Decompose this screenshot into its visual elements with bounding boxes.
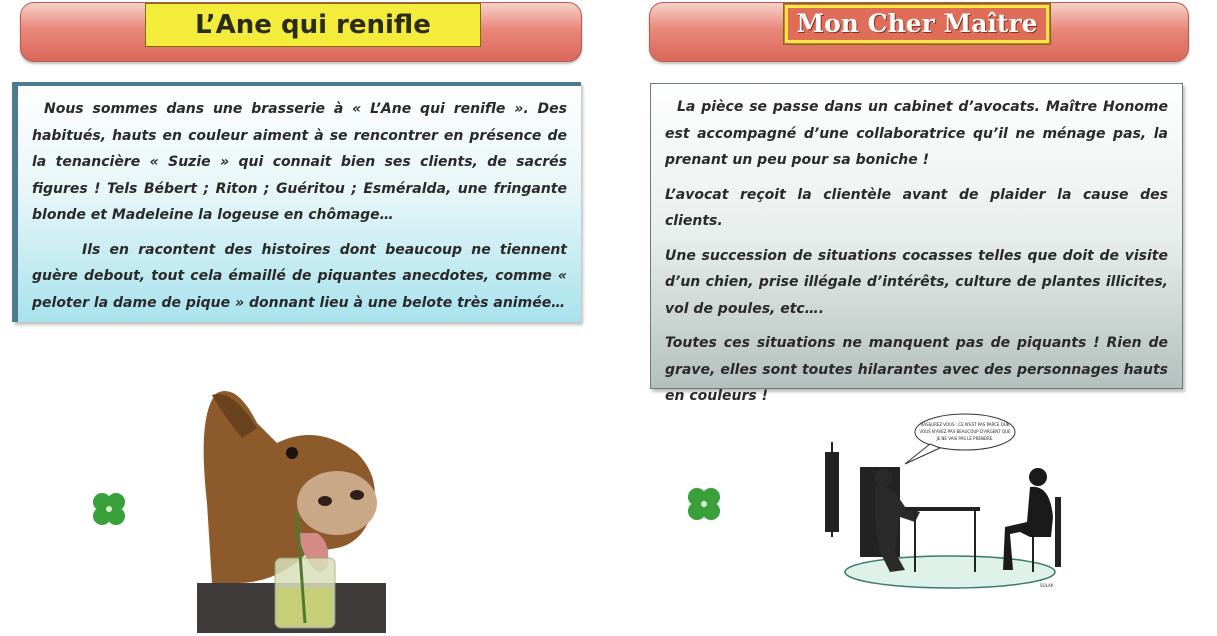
four-leaf-clover-icon bbox=[89, 489, 129, 529]
right-paragraph-3: Une succession de situations cocasses telles que doit de visite d’un chien, prise illégale d’intérêts, culture de plantes illicites, vol de poules, etc…. bbox=[665, 247, 1168, 317]
left-paragraph-2: Ils en racontent des histoires dont beaucoup ne tiennent guère debout, tout cela émaillé de piquantes anecdotes, comme « peloter la dame de pique » donnant lieu à une belote très animée… bbox=[32, 241, 567, 311]
svg-text:SOLAK: SOLAK bbox=[1040, 583, 1054, 588]
right-paragraph-4: Toutes ces situations ne manquent pas de piquants ! Rien de grave, elles sont toutes hilarantes avec des personnages hauts en couleurs ! bbox=[665, 335, 1168, 404]
right-paragraph-2: L’avocat reçoit la clientèle avant de plaider la cause des clients. bbox=[665, 186, 1168, 229]
donkey-photo bbox=[197, 383, 386, 633]
svg-text:JE NE VAIS PAS LE PRENDRE.: JE NE VAIS PAS LE PRENDRE. bbox=[936, 436, 994, 441]
four-leaf-clover-icon bbox=[684, 484, 724, 524]
svg-text:VOUS N'AVEZ PAS BEAUCOUP D'ARG: VOUS N'AVEZ PAS BEAUCOUP D'ARGENT QUE bbox=[919, 429, 1011, 434]
lawyer-cartoon bbox=[805, 412, 1070, 592]
right-description-panel bbox=[650, 83, 1183, 404]
right-title: Mon Cher Maître bbox=[783, 3, 1051, 45]
right-paragraph-1: La pièce se passe dans un cabinet d’avocats. Maître Honome est accompagné d’une collaboratrice qu’il ne ménage pas, la prenant un peu pour sa boniche ! bbox=[665, 99, 1168, 168]
svg-text:RASSUREZ-VOUS : CE N'EST PAS P: RASSUREZ-VOUS : CE N'EST PAS PARCE QUE bbox=[920, 422, 1010, 427]
left-description-panel bbox=[12, 82, 581, 322]
left-title: L’Ane qui renifle bbox=[145, 3, 481, 47]
left-paragraph-1: Nous sommes dans une brasserie à « L’Ane qui renifle ». Des habitués, hauts en couleur aiment à se rencontrer en présence de la tenancière « Suzie » qui connait bien ses clients, de sacrés figures ! Tels Bébert ; Riton ; Guéritou ; Esméralda, une fringante blonde et Madeleine la logeuse en chômage… bbox=[32, 101, 567, 223]
